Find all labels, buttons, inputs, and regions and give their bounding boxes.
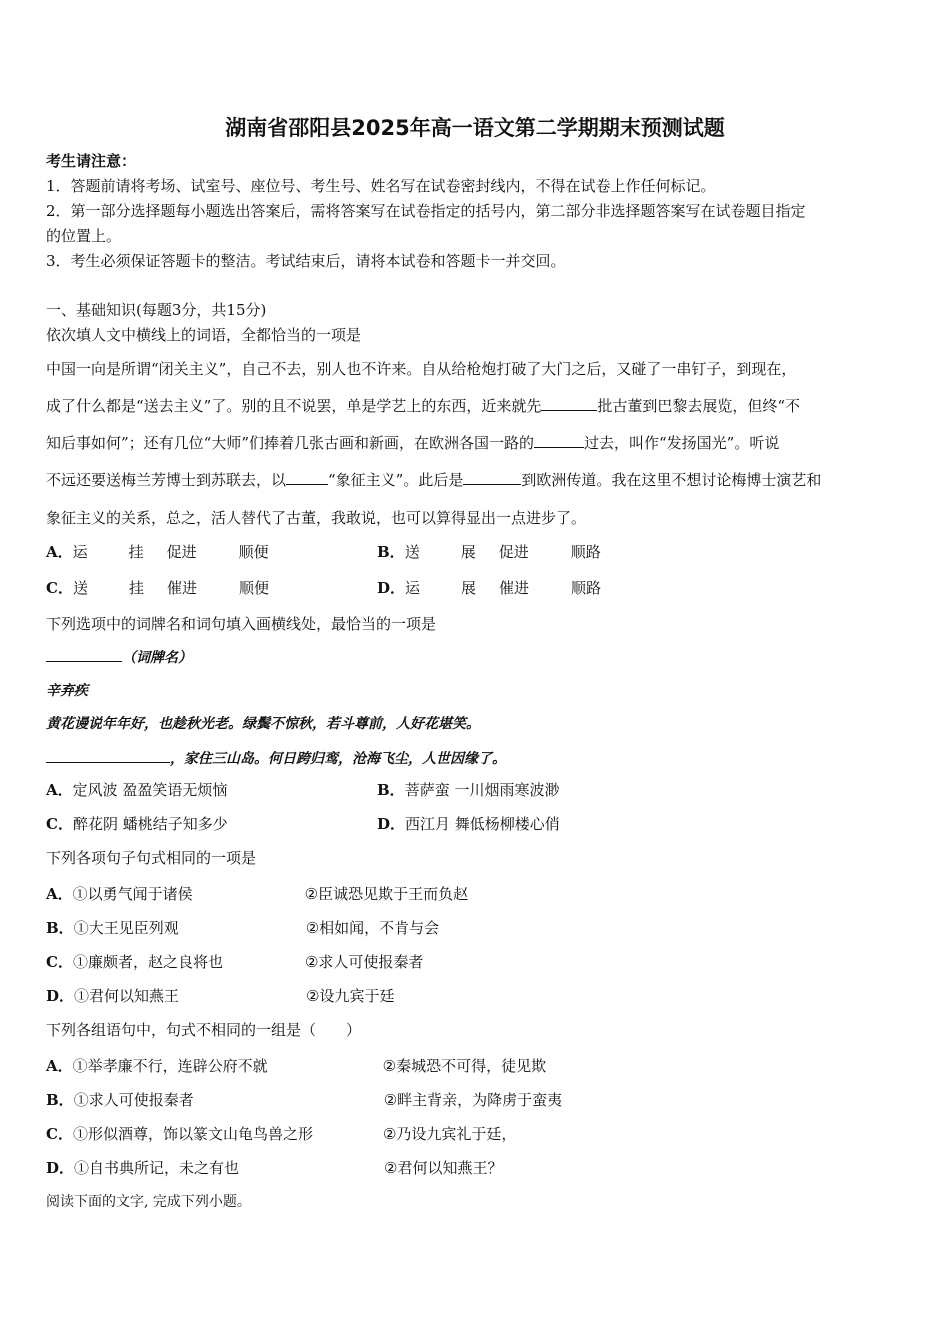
option-sentence-1: ①自书典所记，未之有也	[74, 1159, 240, 1177]
q4-option-b[interactable]	[46, 1090, 562, 1110]
option-word: 挂	[128, 579, 144, 597]
option-label: D．	[377, 815, 406, 833]
option-word: 送	[72, 579, 88, 597]
q2-poem-line-2	[46, 748, 506, 769]
option-word: 展	[460, 543, 476, 561]
fill-blank-3[interactable]	[286, 470, 328, 485]
option-sentence-2: ②臣诚恐见欺于王而负赵	[304, 885, 469, 903]
q3-option-c[interactable]	[46, 952, 423, 972]
q1-stem: 依次填人文中横线上的词语，全都恰当的一项是	[46, 326, 362, 344]
option-word: 运	[405, 579, 421, 597]
option-label: A．	[46, 1057, 73, 1075]
q4-option-c[interactable]	[46, 1124, 516, 1144]
q3-option-a[interactable]	[46, 884, 468, 904]
q2-cipai-line	[46, 647, 192, 668]
option-sentence-2: ②君何以知燕王？	[384, 1159, 503, 1177]
option-label: D．	[46, 987, 75, 1005]
q1-option-d[interactable]	[377, 578, 601, 598]
option-label: B．	[46, 1091, 74, 1109]
q2-option-a[interactable]	[46, 780, 227, 800]
option-sentence-2: ②畔主背亲，为降虏于蛮夷	[383, 1091, 563, 1109]
option-word: 顺便	[238, 543, 269, 561]
q1-option-c[interactable]	[46, 578, 269, 598]
fill-blank-4[interactable]	[463, 470, 521, 485]
section-heading: 一、基础知识(每题3分，共15分)	[46, 301, 267, 319]
q4-stem: 下列各组语句中，句式不相同的一组是（ ）	[46, 1021, 362, 1039]
passage-text: 成了什么都是“送去主义”了。别的且不说罢，单是学艺上的东西，近来就先	[46, 397, 542, 415]
option-word: 送	[404, 543, 420, 561]
fill-blank-2[interactable]	[534, 433, 584, 448]
passage-text: 过去，叫作“发扬国光”。听说	[584, 434, 780, 452]
q1-option-b[interactable]	[377, 542, 601, 562]
option-text: 西江月 舞低杨柳楼心俏	[405, 815, 560, 833]
option-word: 促进	[166, 543, 197, 561]
option-word: 顺路	[571, 579, 602, 597]
option-word: 催进	[166, 579, 197, 597]
poem-text: ，家住三山岛。何日跨归鸾，沧海飞尘，人世因缘了。	[170, 751, 506, 767]
poem-blank[interactable]	[46, 748, 170, 763]
passage-text: 不远还要送梅兰芳博士到苏联去，以	[46, 471, 287, 489]
option-text: 醉花阴 蟠桃结子知多少	[72, 815, 228, 833]
q1-passage-line-5: 象征主义的关系，总之，活人替代了古董，我敢说，也可以算得显出一点进步了。	[46, 509, 587, 527]
q2-stem: 下列选项中的词牌名和词句填入画横线处，最恰当的一项是	[46, 615, 437, 633]
cipai-note: （词牌名）	[122, 650, 192, 666]
option-label: D．	[377, 579, 406, 597]
option-word: 运	[72, 543, 88, 561]
q1-passage-line-1: 中国一向是所谓“闭关主义”，自己不去，别人也不许来。自从给枪炮打破了大门之后，又碰了一串钉子，到现在，	[46, 360, 797, 378]
option-label: B．	[46, 919, 74, 937]
option-label: A．	[46, 781, 73, 799]
option-sentence-1: ①君何以知燕王	[74, 987, 180, 1005]
passage-text: 到欧洲传道。我在这里不想讨论梅博士演艺和	[521, 471, 822, 489]
option-word: 顺路	[570, 543, 601, 561]
q2-author: 辛弃疾	[46, 683, 88, 699]
option-label: B．	[377, 781, 405, 799]
q2-option-d[interactable]	[377, 814, 560, 834]
option-sentence-1: ①廉颇者，赵之良将也	[72, 953, 223, 971]
notice-item-2-cont: 的位置上。	[46, 227, 122, 245]
notice-item-2: 2．第一部分选择题每小题选出答案后，需将答案写在试卷指定的括号内，第二部分非选择题答案写在试卷题目指定	[46, 202, 806, 220]
passage-text: 知后事如何”；还有几位“大师”们捧着几张古画和新画，在欧洲各国一路的	[46, 434, 535, 452]
option-text: 定风波 盈盈笑语无烦恼	[72, 781, 228, 799]
q1-passage-line-4	[46, 470, 821, 490]
option-sentence-2: ②求人可使报秦者	[304, 953, 424, 971]
option-sentence-2: ②相如闻，不肯与会	[305, 919, 440, 937]
passage-text: “象征主义”。此后是	[328, 471, 464, 489]
q3-stem: 下列各项句子句式相同的一项是	[46, 849, 257, 867]
option-sentence-1: ①以勇气闻于诸侯	[72, 885, 193, 903]
option-sentence-2: ②秦城恐不可得，徒见欺	[382, 1057, 547, 1075]
option-word: 顺便	[238, 579, 269, 597]
option-sentence-1: ①举孝廉不行，连辟公府不就	[72, 1057, 268, 1075]
option-sentence-2: ②设九宾于廷	[306, 987, 395, 1005]
passage-text: 批古董到巴黎去展览，但终“不	[597, 397, 801, 415]
option-sentence-1: ①求人可使报秦者	[73, 1091, 194, 1109]
option-sentence-1: ①形似酒尊，饰以篆文山龟鸟兽之形	[72, 1125, 313, 1143]
q1-option-a[interactable]	[46, 542, 269, 562]
q2-option-b[interactable]	[377, 780, 559, 800]
fill-blank-1[interactable]	[541, 396, 597, 411]
option-word: 促进	[498, 543, 529, 561]
option-label: C．	[46, 953, 73, 971]
q4-option-a[interactable]	[46, 1056, 546, 1076]
option-sentence-2: ②乃设九宾礼于廷，	[382, 1125, 517, 1143]
option-label: C．	[46, 1125, 73, 1143]
cipai-blank[interactable]	[46, 647, 122, 662]
option-label: B．	[377, 543, 405, 561]
option-text: 菩萨蛮 一川烟雨寒波渺	[404, 781, 560, 799]
option-label: C．	[46, 815, 73, 833]
option-label: D．	[46, 1159, 75, 1177]
reading-intro: 阅读下面的文字, 完成下列小题。	[46, 1194, 251, 1210]
notice-item-3: 3．考生必须保证答题卡的整洁。考试结束后，请将本试卷和答题卡一并交回。	[46, 252, 566, 270]
option-label: C．	[46, 579, 73, 597]
option-label: A．	[46, 885, 73, 903]
page-title: 湖南省邵阳县2025年高一语文第二学期期末预测试题	[225, 116, 725, 140]
notice-heading: 考生请注意：	[46, 152, 137, 170]
option-label: A．	[46, 543, 73, 561]
q3-option-d[interactable]	[46, 986, 394, 1006]
q2-poem-line-1: 黄花谩说年年好，也趁秋光老。绿鬓不惊秋，若斗尊前，人好花堪笑。	[46, 716, 480, 732]
option-word: 催进	[499, 579, 530, 597]
q1-passage-line-2	[46, 396, 800, 416]
q3-option-b[interactable]	[46, 918, 439, 938]
option-word: 展	[461, 579, 477, 597]
q4-option-d[interactable]	[46, 1158, 502, 1178]
option-sentence-1: ①大王见臣列观	[73, 919, 179, 937]
q1-passage-line-3	[46, 433, 779, 453]
q2-option-c[interactable]	[46, 814, 228, 834]
option-word: 挂	[128, 543, 144, 561]
notice-item-1: 1．答题前请将考场、试室号、座位号、考生号、姓名写在试卷密封线内，不得在试卷上作任何标记。	[46, 177, 716, 195]
